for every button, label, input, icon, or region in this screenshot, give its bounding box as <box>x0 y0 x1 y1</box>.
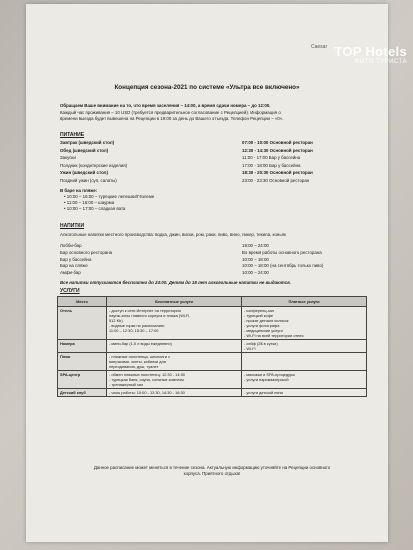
notice-line-2: Каждый час проживания – 10 USD (требуется предварительное согласование с Рецепцией). Информация о <box>60 110 281 115</box>
service-place <box>58 340 107 353</box>
meal-time: 12:30 - 14:30 Основной ресторан <box>242 147 313 153</box>
service-place <box>58 353 107 371</box>
beach-bar-heading: В баре на пляже: <box>60 188 98 193</box>
bar-name: Бар на пляже <box>60 263 88 269</box>
paid-services-text: - сейф (2$ в сутки) - Wi-Fi <box>244 341 278 351</box>
watermark-subtitle: ФОТО ТУРИСТА <box>354 59 407 65</box>
paid-services <box>242 307 367 340</box>
meal-time: 07:00 - 10:00 Основной ресторан <box>242 140 313 145</box>
free-services-text: - доступ к сети Интернет на территории лаунж-зоны главного корпуса и пляжа (Wi-Fi, 512 Kb) - водные горки по расписанию: 11:00 – 12:30; 15:30 – 17:00 <box>109 308 191 333</box>
drinks-heading: НАПИТКИ <box>60 223 85 229</box>
drinks-intro: Алкогольные напитки местного производства: водка, джин, виски, ром, раки, пиво, вино, ликер, текила, коньяк <box>60 232 286 237</box>
table-row <box>58 353 367 371</box>
free-services-text: - пляжные полотенца, шезлонги с матрасами, зонты, кабинки для переодевания, душ, туалет <box>109 354 171 369</box>
service-place-text: Детский клуб <box>60 390 86 395</box>
free-services-text: - часы работы: 10:00 - 12:30, 14:30 - 16:30 <box>109 390 185 395</box>
footer-line: корпуса. Приятного отдыха! <box>183 471 241 476</box>
bar-hours: Во время работы основного ресторана <box>242 249 322 255</box>
watermark-title: TOP Hotels <box>334 44 407 59</box>
column-header-place: Место <box>58 297 107 307</box>
meal-name: Поздний ужин (суп, салаты) <box>60 177 117 183</box>
meal-time: 23:00 - 23:30 Основной ресторан <box>242 177 310 183</box>
notice-line-1: Обращаем Ваше внимание на то, что время заселения – 14:00, а время сдачи номера – до 12:00. <box>60 103 271 108</box>
services-table <box>57 296 367 397</box>
beach-item: • 10:00 – 16:00 – турецкие лепешки/Гёзлеме <box>64 194 155 199</box>
watermark <box>334 44 407 65</box>
table-row <box>58 340 367 353</box>
beach-item: • 11:00 – 16:00 – шаурма <box>64 200 115 205</box>
table-row <box>58 389 367 397</box>
paid-services-text: - услуги детской няни <box>244 390 283 395</box>
meal-time: 18:30 - 20:30 Основной ресторан <box>242 170 313 175</box>
free-services <box>107 307 242 340</box>
paid-services-text: - конференц-зал - турецкий кофе - прокат детских колясок - услуги фотографа - медицинские услуги - Wi-Fi на всей территории отеля <box>244 308 304 338</box>
notice-line-3: времени выезда будет вывешена на Рецепции в 19:00 за день до Вашего отъезда. Телефон Рецепции – «0». <box>60 116 284 121</box>
bar-hours: 19:00 – 24:00 <box>242 243 269 248</box>
meal-name: Ужин (шведский стол) <box>60 170 108 175</box>
service-place <box>58 389 107 397</box>
free-services-text: - мини-бар (1,5 л воды ежедневно) <box>109 341 172 346</box>
services-heading: УСЛУГИ <box>60 288 80 294</box>
food-heading: ПИТАНИЕ <box>60 132 85 138</box>
meal-time: 17:00 - 18:00 Бар у бассейна <box>242 162 301 168</box>
paid-services <box>242 389 367 397</box>
document-sheet <box>26 4 388 542</box>
free-services <box>107 389 242 397</box>
paid-services-text: - массажи и SPA-процедуры - услуги парикмахерской <box>244 372 296 382</box>
meal-name: Закуски <box>60 155 76 160</box>
service-place-text: Номера <box>60 341 75 346</box>
service-place <box>58 371 107 389</box>
hotel-logo: Caesar <box>311 44 328 50</box>
drinks-note: Все напитки отпускаются бесплатно до 24:00. Детям до 18 лет алкогольные напитки не выдаются. <box>60 280 291 285</box>
footer-line: Данное расписание может меняться в течение сезона. Актуальную информацию уточняйте на Рецепции основного <box>93 465 331 470</box>
bar-hours: 10:00 – 24:00 <box>242 270 269 276</box>
bar-name: Бар у бассейна <box>60 256 92 262</box>
bar-name: Лобби-бар <box>60 243 82 248</box>
service-place-text: SPA-центр <box>60 372 81 377</box>
service-place <box>58 307 107 340</box>
meal-name: Завтрак (шведский стол) <box>60 140 115 145</box>
service-place-text: Пляж <box>60 354 71 359</box>
bar-hours: 10:00 – 18:00 <box>242 256 269 262</box>
table-row <box>58 371 367 389</box>
bar-name: Амфи-бар <box>60 270 81 276</box>
meal-time: 11:00 - 17:00 Бар у бассейна <box>242 155 301 160</box>
column-header-free: Бесплатные услуги <box>107 297 242 307</box>
document-title: Концепция сезона-2021 по системе «Ультра все включено» <box>114 84 300 91</box>
paid-services <box>242 340 367 353</box>
beach-item: • 10:00 – 17:00 – сладкая вата <box>64 206 126 211</box>
paid-services <box>242 371 367 389</box>
bar-name: Бар основного ресторана <box>60 249 113 255</box>
meal-name: Обед (шведский стол) <box>60 147 109 153</box>
bar-hours: 10:00 – 18:00 (на сентябрь только пиво) <box>242 263 324 269</box>
table-row <box>58 307 367 340</box>
free-services <box>107 371 242 389</box>
free-services <box>107 340 242 353</box>
paid-services <box>242 353 367 371</box>
service-place-text: Отель <box>60 308 72 313</box>
meal-name: Полдник (кондитерские изделия) <box>60 162 128 168</box>
column-header-paid: Платные услуги <box>242 297 367 307</box>
free-services <box>107 353 242 371</box>
free-services-text: - обмен пляжных полотенец: 12:30 - 14:30 - турецкая баня, сауна, соляные комнаты - тренажерный зал <box>109 372 185 387</box>
footer-note <box>57 465 367 477</box>
